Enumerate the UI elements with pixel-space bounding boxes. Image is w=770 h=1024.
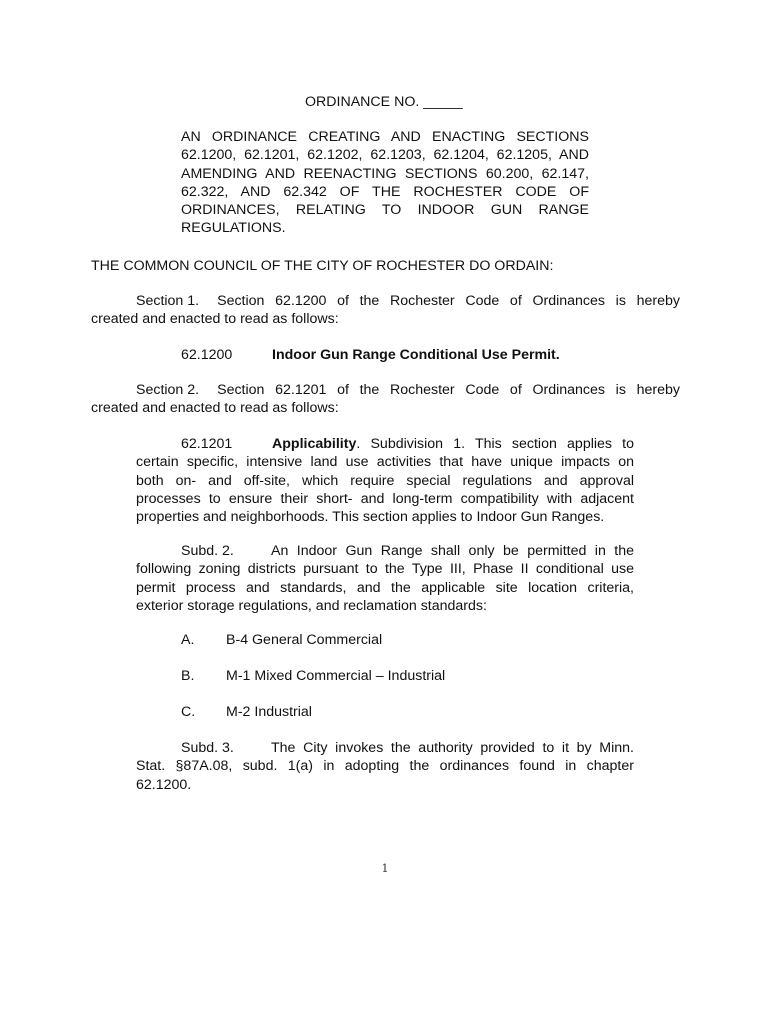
title-line-4: 62.322, AND 62.342 OF THE ROCHESTER CODE OF [181, 183, 589, 200]
subdivision-1-lead: . Subdivision 1. This section applies to [356, 436, 634, 452]
title-line-3: AMENDING AND REENACTING SECTIONS 60.200, 62.147, [181, 165, 589, 182]
subdivision-2-first-line: An Indoor Gun Range shall only be permitted in the [271, 543, 634, 559]
section-1-paragraph [91, 292, 680, 329]
ordinance-number-blank: _____ [423, 94, 463, 110]
code-62-1200-title: Indoor Gun Range Conditional Use Permit. [272, 347, 560, 363]
district-item-c [181, 703, 312, 721]
district-name: M-1 Mixed Commercial – Industrial [226, 668, 446, 684]
section-2-paragraph [91, 381, 680, 418]
subdivision-3-line-2: 62.1200. [136, 776, 192, 793]
subdivision-1-line-2: both on- and off-site, which require special regulations and approval [136, 472, 634, 489]
district-letter: A. [181, 632, 195, 648]
subdivision-3-label: Subd. 3. [181, 740, 234, 756]
code-62-1200-number: 62.1200 [181, 347, 233, 363]
subdivision-3-paragraph [136, 739, 634, 794]
subdivision-1-line-4: properties and neighborhoods. This section applies to Indoor Gun Ranges. [136, 509, 605, 526]
code-62-1201-title: Applicability [272, 436, 357, 452]
ordinance-label: ORDINANCE NO. [305, 94, 420, 110]
district-name: M-2 Industrial [226, 704, 312, 720]
code-62-1201-number: 62.1201 [181, 436, 233, 452]
subdivision-3-line-1: Stat. §87A.08, subd. 1(a) in adopting the ordinances found in chapter [136, 758, 634, 775]
ordinance-number-line [305, 93, 463, 111]
section-2-text-line-1: Section 62.1201 of the Rochester Code of Ordinances is hereby [217, 382, 680, 398]
title-line-1: AN ORDINANCE CREATING AND ENACTING SECTIONS [181, 129, 589, 145]
district-name: B-4 General Commercial [226, 632, 383, 648]
section-2-label: Section 2. [136, 382, 200, 398]
section-2-text-line-2: created and enacted to read as follows: [91, 400, 339, 417]
section-1-text-line-2: created and enacted to read as follows: [91, 311, 339, 328]
subdivision-1-line-3: processes to ensure their short- and long-term compatibility with adjacent [136, 490, 634, 507]
enacting-clause: THE COMMON COUNCIL OF THE CITY OF ROCHESTER DO ORDAIN: [91, 258, 554, 274]
subdivision-2-line-3: exterior storage regulations, and reclamation standards: [136, 597, 487, 614]
page-number: 1 [381, 862, 389, 875]
district-letter: B. [181, 668, 195, 684]
section-1-label: Section 1. [136, 293, 200, 309]
subdivision-2-label: Subd. 2. [181, 543, 234, 559]
district-item-b [181, 667, 445, 685]
subdivision-2-line-1: following zoning districts pursuant to the Type III, Phase II conditional use [136, 561, 634, 578]
district-letter: C. [181, 704, 196, 720]
subdivision-3-first-line: The City invokes the authority provided to it by Minn. [271, 740, 634, 756]
code-62-1200-heading [181, 346, 560, 364]
subdivision-2-line-2: permit process and standards, and the applicable site location criteria, [136, 579, 634, 596]
section-1-text-line-1: Section 62.1200 of the Rochester Code of Ordinances is hereby [217, 293, 680, 309]
subdivision-2-paragraph [136, 542, 634, 615]
title-line-5: ORDINANCES, RELATING TO INDOOR GUN RANGE [181, 202, 589, 219]
district-item-a [181, 631, 382, 649]
title-line-6: REGULATIONS. [181, 220, 286, 237]
subdivision-1-paragraph [136, 435, 634, 526]
subdivision-1-line-1: certain specific, intensive land use activities that have unique impacts on [136, 454, 634, 471]
ordinance-title-block [181, 128, 589, 238]
title-line-2: 62.1200, 62.1201, 62.1202, 62.1203, 62.1204, 62.1205, AND [181, 147, 589, 164]
